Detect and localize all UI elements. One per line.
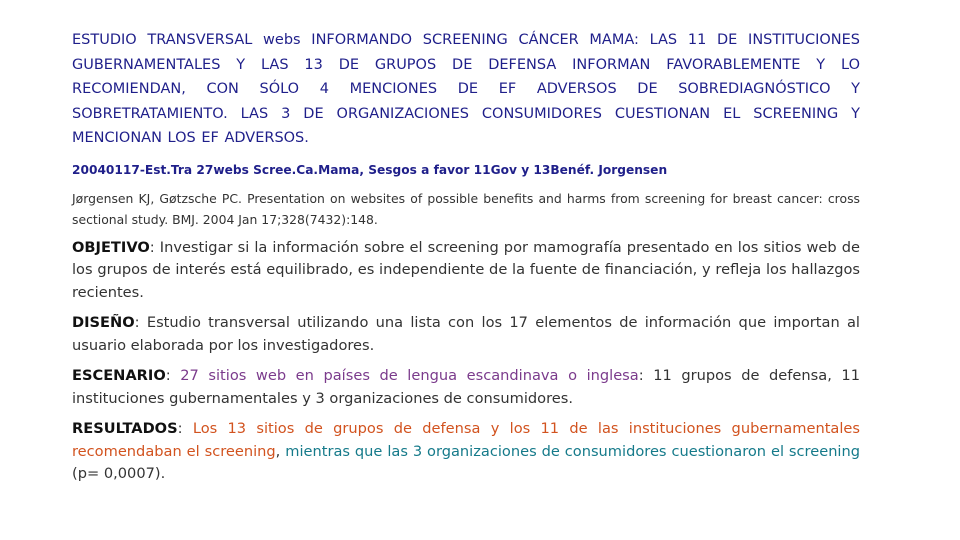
diseno-text: Estudio transversal utilizando una lista con los 17 elementos de información que importan al usuario elaborada por los investigadores. [72,314,860,354]
resultados-part3: mientras que las 3 organizaciones de consumidores cuestionaron el screening [285,442,861,460]
diseno-section [72,312,860,357]
resultados-part1: Los 13 sitios de grupos de defensa y los 11 de las instituciones gubernamentales recomendaban el screening [72,420,860,460]
objetivo-label: OBJETIVO [72,238,150,256]
resultados-label: RESULTADOS [72,420,178,437]
escenario-label: ESCENARIO [72,367,166,384]
escenario-text: : 11 grupos de defensa, 11 instituciones gubernamentales y 3 organizaciones de consumidores. [72,367,860,407]
escenario-separator: : [165,367,171,384]
reference-code: 20040117-Est.Tra 27webs Scree.Ca.Mama, Sesgos a favor 11Gov y 13Benéf. Jorgensen [72,162,668,177]
resultados-section [72,418,860,486]
bibliographic-citation: Jørgensen KJ, Gøtzsche PC. Presentation on websites of possible benefits and harms from screening for breast cancer: cross sectional study. BMJ. 2004 Jan 17;328(7432):148. [72,190,860,227]
resultados-part4: (p= 0,0007). [72,465,166,482]
diseno-separator: : [134,314,140,331]
objetivo-text: Investigar si la información sobre el screening por mamografía presentado en los sitios web de los grupos de interés está equilibrado, es independiente de la fuente de financiación, y refleja los hallazgos recientes. [72,238,860,301]
diseno-label: DISEÑO [72,314,135,331]
objetivo-section [72,237,860,305]
resultados-separator: : [177,420,183,437]
escenario-highlight: 27 sitios web en países de lengua escandinava o inglesa [170,367,639,384]
resultados-part2: , [275,442,286,460]
objetivo-separator: : [149,238,155,256]
slide-title: ESTUDIO TRANSVERSAL webs INFORMANDO SCREENING CÁNCER MAMA: LAS 11 DE INSTITUCIONES GUBERNAMENTALES Y LAS 13 DE GRUPOS DE DEFENSA INFORMAN FAVORABLEMENTE Y LO RECOMIENDAN, CON SÓLO 4 MENCIONES DE EF ADVERSOS DE SOBREDIAGNÓSTICO Y SOBRETRATAMIENTO. LAS 3 DE ORGANIZACIONES CONSUMIDORES CUESTIONAN EL SCREENING Y MENCIONAN LOS EF ADVERSOS. [72,32,860,146]
escenario-section [72,365,860,410]
slide-content [72,28,860,486]
